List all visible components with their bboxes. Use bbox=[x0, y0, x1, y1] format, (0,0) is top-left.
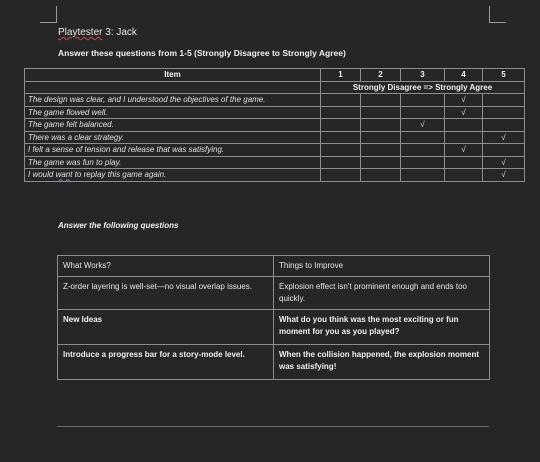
statement-cell[interactable]: The game was fun to play. bbox=[25, 156, 321, 169]
statement-part: to replay this game again. bbox=[72, 170, 167, 180]
rating-cell[interactable] bbox=[321, 119, 361, 132]
table-row bbox=[25, 144, 525, 157]
scale-5-header[interactable]: 5 bbox=[483, 69, 525, 82]
rating-cell[interactable] bbox=[483, 131, 525, 144]
rating-cell[interactable] bbox=[445, 144, 483, 157]
statement-cell[interactable]: I felt a sense of tension and release that was satisfying. bbox=[25, 144, 321, 157]
rating-cell[interactable] bbox=[401, 156, 445, 169]
check-mark-icon: √ bbox=[461, 145, 466, 155]
statement-cell[interactable]: The design was clear, and I understood the objectives of the game. bbox=[25, 94, 321, 107]
playtester-label: Playtester bbox=[58, 27, 103, 38]
check-mark-icon: √ bbox=[420, 120, 425, 130]
table-row bbox=[25, 94, 525, 107]
rating-cell[interactable] bbox=[483, 119, 525, 132]
rating-cell[interactable] bbox=[361, 144, 401, 157]
rating-cell[interactable] bbox=[445, 106, 483, 119]
what-works-label[interactable]: What Works? bbox=[58, 256, 274, 277]
feedback-row bbox=[58, 345, 490, 380]
rating-cell[interactable] bbox=[321, 94, 361, 107]
statement-cell[interactable]: There was a clear strategy. bbox=[25, 131, 321, 144]
rating-cell[interactable] bbox=[321, 156, 361, 169]
grammar-flagged-word: want bbox=[55, 170, 73, 180]
rating-cell[interactable] bbox=[445, 119, 483, 132]
rating-cell[interactable] bbox=[401, 144, 445, 157]
table-row bbox=[25, 131, 525, 144]
table-row bbox=[25, 156, 525, 169]
rating-cell[interactable] bbox=[321, 169, 361, 182]
scale-caption[interactable]: Strongly Disagree => Strongly Agree bbox=[321, 81, 525, 94]
scale-2-header[interactable]: 2 bbox=[361, 69, 401, 82]
rating-cell[interactable] bbox=[361, 169, 401, 182]
rating-cell[interactable] bbox=[361, 119, 401, 132]
check-mark-icon: √ bbox=[461, 95, 466, 105]
rating-cell[interactable] bbox=[401, 131, 445, 144]
scale-4-header[interactable]: 4 bbox=[445, 69, 483, 82]
instructions-text[interactable]: Answer these questions from 1-5 (Strongly Disagree to Strongly Agree) bbox=[58, 48, 346, 58]
statement-cell[interactable]: The game flowed well. bbox=[25, 106, 321, 119]
improve-answer[interactable]: Explosion effect isn’t prominent enough and ends too quickly. bbox=[274, 277, 490, 310]
crop-mark-top-right bbox=[489, 6, 506, 23]
feedback-row bbox=[58, 310, 490, 345]
table-row bbox=[25, 106, 525, 119]
rating-cell[interactable] bbox=[361, 131, 401, 144]
statement-cell[interactable] bbox=[25, 169, 321, 182]
rating-table bbox=[24, 68, 525, 182]
scale-3-header[interactable]: 3 bbox=[401, 69, 445, 82]
rating-cell[interactable] bbox=[445, 156, 483, 169]
check-mark-icon: √ bbox=[501, 132, 506, 142]
statement-cell[interactable]: The game felt balanced. bbox=[25, 119, 321, 132]
check-mark-icon: √ bbox=[461, 107, 466, 117]
playtester-title[interactable] bbox=[58, 27, 137, 38]
check-mark-icon: √ bbox=[501, 157, 506, 167]
questions-subheading[interactable]: Answer the following questions bbox=[58, 221, 179, 230]
crop-mark-top-left bbox=[40, 6, 57, 23]
exciting-moment-label[interactable]: What do you think was the most exciting or fun moment for you as you played? bbox=[274, 310, 490, 345]
new-ideas-answer[interactable]: Introduce a progress bar for a story-mode level. bbox=[58, 345, 274, 380]
rating-cell[interactable] bbox=[445, 94, 483, 107]
feedback-row bbox=[58, 277, 490, 310]
table-row bbox=[25, 119, 525, 132]
feedback-row bbox=[58, 256, 490, 277]
new-ideas-label[interactable]: New Ideas bbox=[58, 310, 274, 345]
rating-cell[interactable] bbox=[401, 119, 445, 132]
title-separator: 3: bbox=[102, 27, 117, 38]
rating-cell[interactable] bbox=[483, 144, 525, 157]
rating-cell[interactable] bbox=[401, 169, 445, 182]
rating-cell[interactable] bbox=[361, 94, 401, 107]
rating-cell[interactable] bbox=[401, 94, 445, 107]
rating-cell[interactable] bbox=[361, 106, 401, 119]
rating-cell[interactable] bbox=[483, 94, 525, 107]
feedback-table bbox=[57, 255, 490, 380]
rating-cell[interactable] bbox=[483, 169, 525, 182]
rating-cell[interactable] bbox=[361, 156, 401, 169]
rating-cell[interactable] bbox=[321, 131, 361, 144]
scale-1-header[interactable]: 1 bbox=[321, 69, 361, 82]
check-mark-icon: √ bbox=[501, 170, 506, 180]
table-row bbox=[25, 169, 525, 182]
improve-label[interactable]: Things to Improve bbox=[274, 256, 490, 277]
exciting-moment-answer[interactable]: When the collision happened, the explosion moment was satisfying! bbox=[274, 345, 490, 380]
item-header[interactable]: Item bbox=[25, 69, 321, 82]
footer-divider bbox=[57, 426, 489, 427]
rating-header-row bbox=[25, 69, 525, 82]
scale-caption-row bbox=[25, 81, 525, 94]
player-name: Jack bbox=[116, 27, 137, 38]
rating-cell[interactable] bbox=[401, 106, 445, 119]
rating-cell[interactable] bbox=[483, 106, 525, 119]
rating-cell[interactable] bbox=[445, 131, 483, 144]
rating-cell[interactable] bbox=[483, 156, 525, 169]
rating-cell[interactable] bbox=[321, 106, 361, 119]
rating-cell[interactable] bbox=[321, 144, 361, 157]
empty-cell[interactable] bbox=[25, 81, 321, 94]
statement-part: I would bbox=[28, 170, 56, 180]
rating-cell[interactable] bbox=[445, 169, 483, 182]
what-works-answer[interactable]: Z-order layering is well-set—no visual overlap issues. bbox=[58, 277, 274, 310]
